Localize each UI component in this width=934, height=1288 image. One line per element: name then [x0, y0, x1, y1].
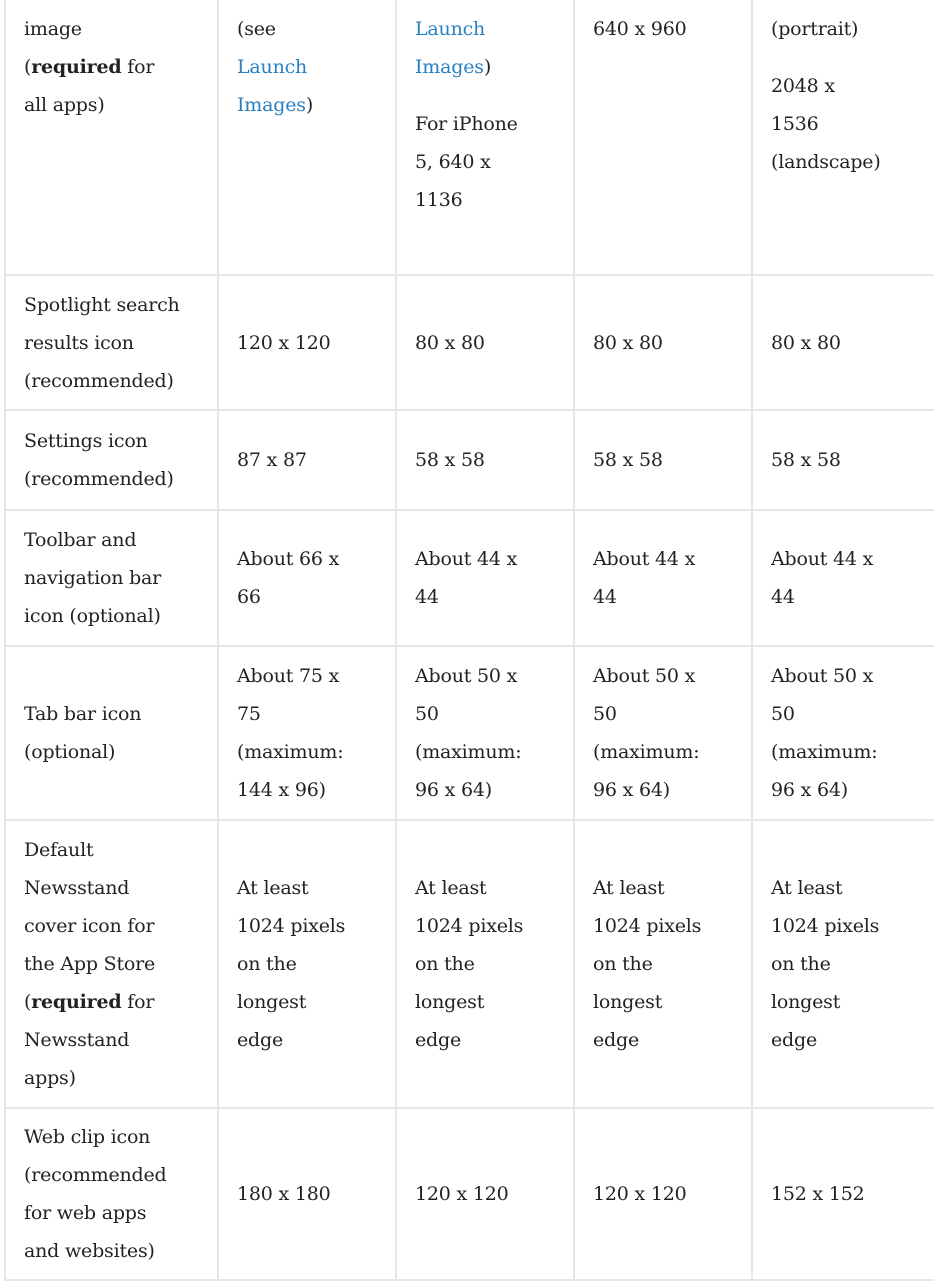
- table-cell: At least 1024 pixels on the longest edge: [396, 820, 574, 1108]
- table-row-tab-bar: [5, 646, 934, 820]
- table-cell: About 44 x 44: [752, 510, 934, 646]
- table-cell: 120 x 120: [396, 1108, 574, 1280]
- table-cell: 58 x 58: [574, 410, 752, 510]
- table-cell: 80 x 80: [396, 275, 574, 410]
- row-label-settings: Settings icon (recommended): [5, 410, 218, 510]
- table-row-launch-image: [5, 0, 934, 275]
- table-cell: About 66 x 66: [218, 510, 396, 646]
- table-cell: About 50 x 50 (maximum: 96 x 64): [396, 646, 574, 820]
- cell-launch-image-col4: (portrait) 2048 x 1536 (landscape): [752, 0, 934, 275]
- table-cell: 152 x 152: [752, 1108, 934, 1280]
- row-label-spotlight: Spotlight search results icon (recommended): [5, 275, 218, 410]
- table-cell: About 44 x 44: [574, 510, 752, 646]
- icon-size-table-container: [4, 0, 934, 1281]
- table-cell: 80 x 80: [574, 275, 752, 410]
- required-emphasis: required: [31, 56, 122, 78]
- icon-size-table: [4, 0, 934, 1281]
- cell-launch-image-col2: Launch Images) For iPhone 5, 640 x 1136: [396, 0, 574, 275]
- table-cell: At least 1024 pixels on the longest edge: [752, 820, 934, 1108]
- required-emphasis: required: [31, 991, 122, 1013]
- table-row-toolbar: [5, 510, 934, 646]
- table-row-spotlight: [5, 275, 934, 410]
- table-cell: 180 x 180: [218, 1108, 396, 1280]
- cell-launch-image-col1: (see Launch Images): [218, 0, 396, 275]
- cell-launch-image-col3: 640 x 960: [574, 0, 752, 275]
- table-cell: About 44 x 44: [396, 510, 574, 646]
- table-row-settings: [5, 410, 934, 510]
- table-cell: About 50 x 50 (maximum: 96 x 64): [574, 646, 752, 820]
- table-cell: At least 1024 pixels on the longest edge: [218, 820, 396, 1108]
- table-cell: 87 x 87: [218, 410, 396, 510]
- table-cell: About 50 x 50 (maximum: 96 x 64): [752, 646, 934, 820]
- row-label-tab-bar: Tab bar icon (optional): [5, 646, 218, 820]
- row-label-launch-image: image (required for all apps): [5, 0, 218, 275]
- table-cell: 80 x 80: [752, 275, 934, 410]
- row-label-newsstand: Default Newsstand cover icon for the App Store (required for Newsstand apps): [5, 820, 218, 1108]
- row-label-toolbar: Toolbar and navigation bar icon (optional): [5, 510, 218, 646]
- launch-images-link-2[interactable]: Launch: [415, 18, 486, 40]
- table-cell: At least 1024 pixels on the longest edge: [574, 820, 752, 1108]
- table-cell: 120 x 120: [218, 275, 396, 410]
- launch-images-link-continued[interactable]: Images: [237, 94, 306, 116]
- table-cell: 58 x 58: [752, 410, 934, 510]
- row-label-web-clip: Web clip icon (recommended for web apps and websites): [5, 1108, 218, 1280]
- table-cell: 120 x 120: [574, 1108, 752, 1280]
- launch-images-link-2-continued[interactable]: Images: [415, 56, 484, 78]
- table-cell: About 75 x 75 (maximum: 144 x 96): [218, 646, 396, 820]
- table-row-newsstand: [5, 820, 934, 1108]
- launch-images-link[interactable]: Launch: [237, 56, 308, 78]
- table-row-web-clip: [5, 1108, 934, 1280]
- table-cell: 58 x 58: [396, 410, 574, 510]
